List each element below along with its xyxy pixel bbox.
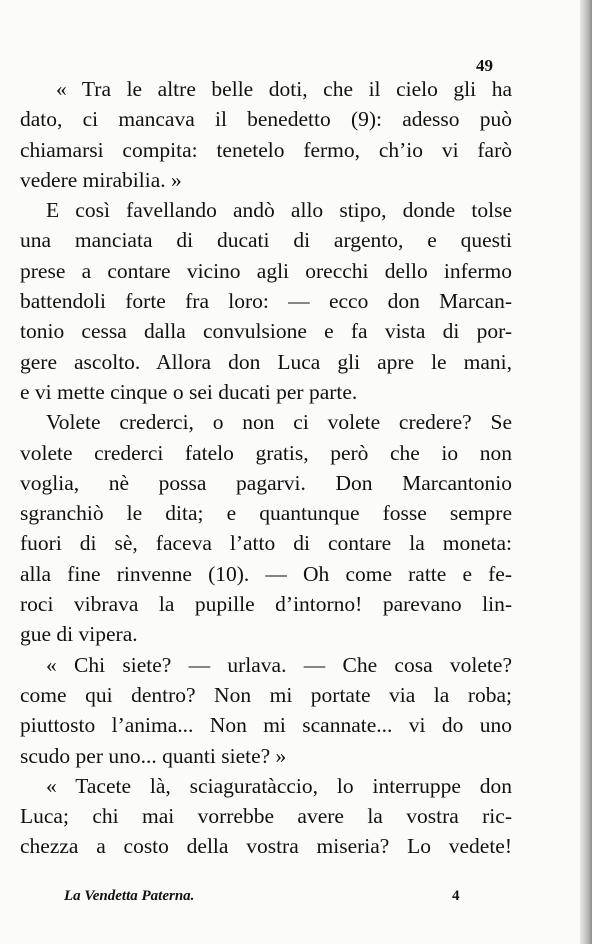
text-line: e vi mette cinque o sei ducati per parte. (20, 379, 358, 404)
text-line: volete crederci fatelo gratis, però che io non (20, 440, 512, 465)
text-line: una manciata di ducati di argento, e questi (20, 228, 512, 253)
text-line: tonio cessa dalla convulsione e fa vista di por- (20, 319, 512, 344)
page-footer (64, 888, 464, 912)
text-line: come qui dentro? Non mi portate via la roba; (20, 682, 512, 707)
body-text (20, 74, 512, 862)
text-line: sgranchiò le dita; e quantunque fosse sempre (20, 501, 512, 526)
text-line: battendoli forte fra loro: — ecco don Marcan- (20, 289, 512, 314)
text-line: vedere mirabilia. » (20, 167, 182, 192)
text-line: Volete crederci, o non ci volete credere? Se (46, 410, 512, 435)
text-line: scudo per uno... quanti siete? » (20, 743, 287, 768)
text-line: prese a contare vicino agli orecchi dello infermo (20, 258, 512, 283)
signature-mark: 4 (452, 888, 460, 904)
text-line: voglia, nè possa pagarvi. Don Marcantonio (20, 470, 512, 495)
text-line: « Chi siete? — urlava. — Che cosa volete? (46, 652, 512, 677)
text-line: « Tacete là, sciaguratàccio, lo interruppe don (46, 773, 512, 798)
text-line: Luca; chi mai vorrebbe avere la vostra ric- (20, 804, 512, 829)
page-edge-shadow (580, 0, 592, 944)
text-line: piuttosto l’anima... Non mi scannate... vi do uno (20, 713, 512, 738)
text-line: alla fine rinvenne (10). — Oh come ratte e fe- (20, 561, 512, 586)
text-line: fuori di sè, faceva l’atto di contare la moneta: (20, 531, 512, 556)
text-line: roci vibrava la pupille d’intorno! parevano lin- (20, 592, 512, 617)
text-line: dato, ci mancava il benedetto (9): adesso può (20, 107, 512, 132)
running-title: La Vendetta Paterna. (64, 888, 195, 904)
text-line: E così favellando andò allo stipo, donde tolse (46, 198, 512, 223)
text-line: chezza a costo della vostra miseria? Lo vedete! (20, 834, 512, 859)
text-line: chiamarsi compita: tenetelo fermo, ch’io vi farò (20, 137, 512, 162)
text-line: gue di vipera. (20, 622, 138, 647)
page-number: 49 (476, 56, 493, 75)
text-line: « Tra le altre belle doti, che il cielo gli ha (56, 77, 512, 101)
text-line: gere ascolto. Allora don Luca gli apre le mani, (20, 349, 512, 374)
